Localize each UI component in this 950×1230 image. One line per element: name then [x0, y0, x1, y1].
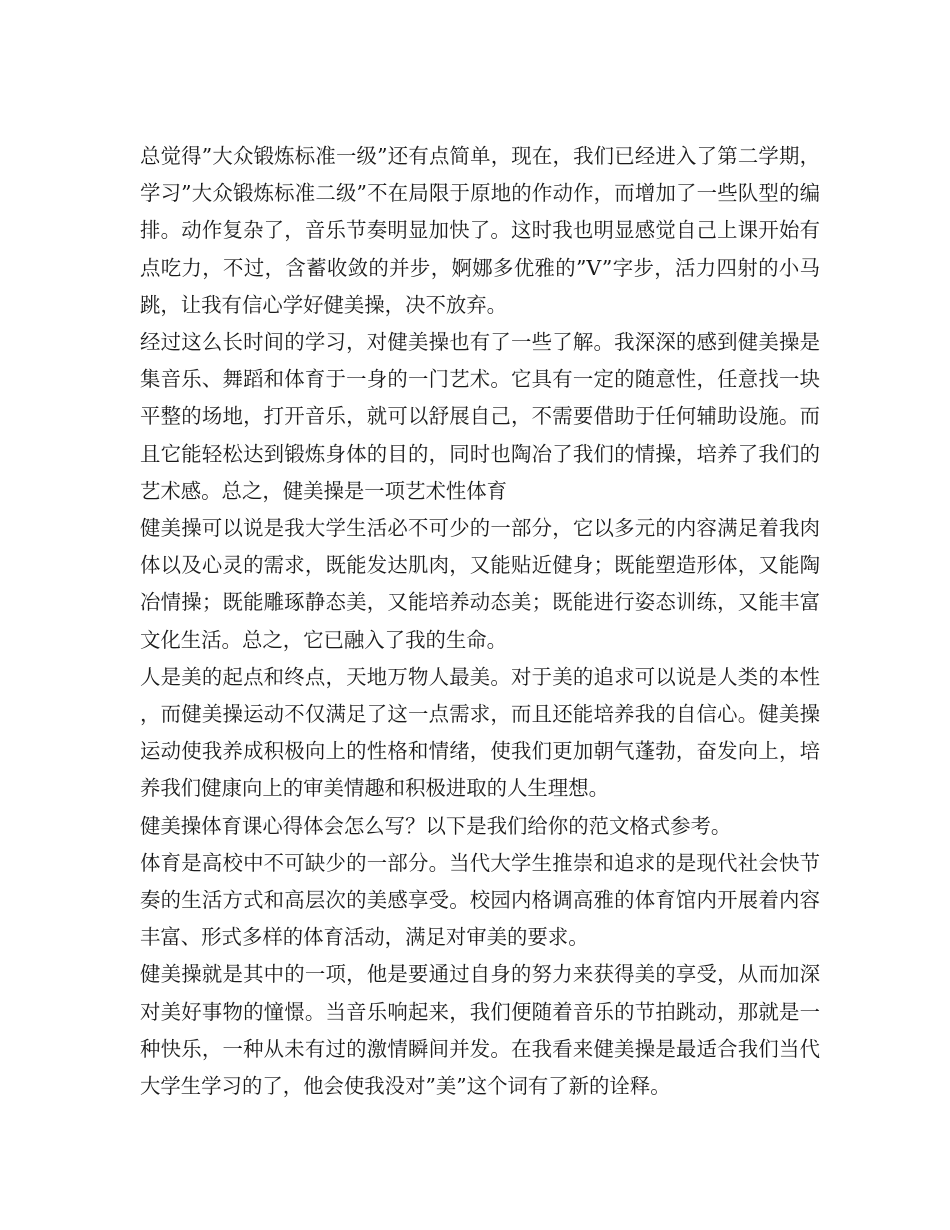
paragraph-5: 健美操体育课心得体会怎么写？以下是我们给你的范文格式参考。	[140, 813, 732, 838]
paragraph-4: 人是美的起点和终点，天地万物人最美。对于美的追求可以说是人类的本性，而健美操运动不仅满足了这一点需求，而且还能培养我的自信心。健美操运动使我养成积极向上的性格和情绪，使我们更加朝气蓬勃，奋发向上，培养我们健康向上的审美情趣和积极进取的人生理想。	[140, 664, 820, 801]
paragraph-3: 健美操可以说是我大学生活必不可少的一部分，它以多元的内容满足着我肉体以及心灵的需求，既能发达肌肉，又能贴近健身；既能塑造形体，又能陶冶情操；既能雕琢静态美，又能培养动态美；既能进行姿态训练，又能丰富文化生活。总之，它已融入了我的生命。	[140, 516, 820, 652]
paragraph-2: 经过这么长时间的学习，对健美操也有了一些了解。我深深的感到健美操是集音乐、舞蹈和体育于一身的一门艺术。它具有一定的随意性，任意找一块平整的场地，打开音乐，就可以舒展自己，不需要借助于任何辅助设施。而且它能轻松达到锻炼身体的目的，同时也陶冶了我们的情操，培养了我们的艺术感。总之，健美操是一项艺术性体育	[140, 330, 820, 503]
document-body	[140, 138, 820, 1105]
paragraph-7: 健美操就是其中的一项，他是要通过自身的努力来获得美的享受，从而加深对美好事物的憧憬。当音乐响起来，我们便随着音乐的节拍跳动，那就是一种快乐，一种从未有过的激情瞬间并发。在我看来健美操是最适合我们当代大学生学习的了，他会使我没对”美”这个词有了新的诠释。	[140, 962, 820, 1099]
paragraph-6: 体育是高校中不可缺少的一部分。当代大学生推崇和追求的是现代社会快节奏的生活方式和高层次的美感享受。校园内格调高雅的体育馆内开展着内容丰富、形式多样的体育活动，满足对审美的要求。	[140, 850, 820, 950]
paragraph-1: 总觉得”大众锻炼标准一级”还有点简单，现在，我们已经进入了第二学期，学习”大众锻炼标准二级”不在局限于原地的作动作，而增加了一些队型的编排。动作复杂了，音乐节奏明显加快了。这时我也明显感觉自己上课开始有点吃力，不过，含蓄收敛的并步，婀娜多优雅的”V”字步，活力四射的小马跳，让我有信心学好健美操，决不放弃。	[140, 144, 820, 317]
